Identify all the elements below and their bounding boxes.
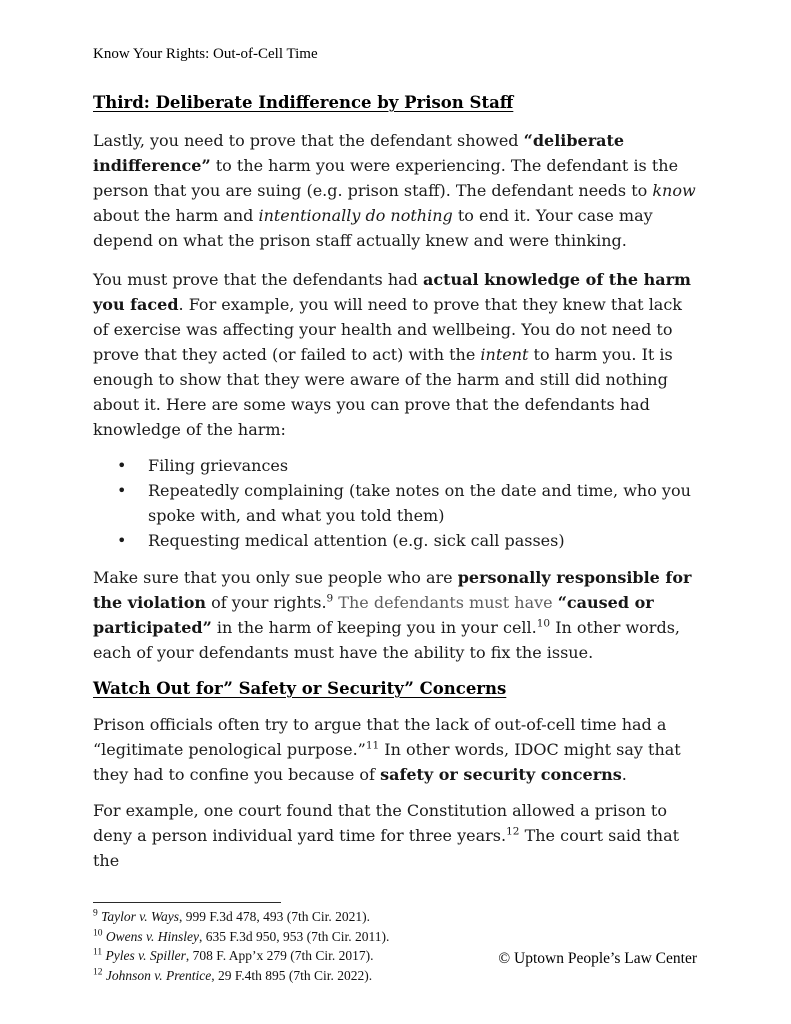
footnote-number: 9 — [93, 908, 98, 919]
text-run: In other words, IDOC might say that they had to confine you because of — [93, 740, 681, 784]
text-run-bold: “caused or participated” — [93, 593, 654, 637]
footnote-number: 10 — [93, 928, 103, 938]
text-run: Lastly, you need to prove that the defendant showed — [93, 131, 524, 150]
case-name: Johnson v. Prentice — [105, 967, 212, 983]
paragraph-personally-responsible — [93, 565, 697, 665]
footnotes-section — [93, 907, 697, 985]
list-item: • Repeatedly complaining (take notes on the date and time, who you spoke with, and what you told them) — [93, 478, 697, 528]
paragraph-actual-knowledge — [93, 267, 697, 442]
footnote-number: 12 — [93, 967, 103, 977]
text-run: In other words, each of your defendants must have the ability to fix the issue. — [93, 618, 680, 662]
text-run-bold: safety or security concerns — [380, 765, 622, 784]
text-run-italic: intent — [480, 345, 529, 364]
text-run-italic: know — [652, 181, 696, 200]
citation-text: , 635 F.3d 950, 953 (7th Cir. 2011). — [198, 928, 390, 944]
list-item: • Requesting medical attention (e.g. sick call passes) — [93, 528, 697, 553]
citation-text: , 999 F.3d 478, 493 (7th Cir. 2021). — [179, 909, 370, 924]
text-run: . For example, you will need to prove that they knew that lack of exercise was affecting your health and wellbeing. You do not need to prove that they acted (or failed to act) with the — [93, 295, 682, 364]
footnote-12 — [93, 966, 697, 986]
footnote-reference-9: 9 — [326, 592, 334, 605]
text-run: Make sure that you only sue people who are — [93, 568, 458, 587]
footnote-reference-10: 10 — [536, 617, 551, 630]
text-run: . — [621, 765, 627, 784]
list-item: • Filing grievances — [93, 453, 697, 478]
text-run: The court said that the — [93, 826, 680, 870]
footer-copyright: © Uptown People’s Law Center — [498, 950, 697, 967]
footnote-number: 11 — [93, 947, 103, 958]
text-run: You must prove that the defendants had — [93, 270, 423, 289]
text-run-bold: actual knowledge of the harm you faced — [93, 270, 691, 314]
text-run-bold: personally responsible for the violation — [93, 568, 692, 612]
text-run: to harm you. It is enough to show that they were aware of the harm and still did nothing about it. Here are some ways you can prove that the defendants had knowledge of the harm: — [93, 345, 673, 439]
footnote-separator — [93, 902, 281, 903]
case-name: Taylor v. Ways — [101, 909, 180, 924]
text-run: in the harm of keeping you in your cell. — [211, 618, 537, 637]
footnote-9 — [93, 907, 697, 927]
text-run-gray: The defendants must have — [333, 593, 558, 612]
text-run-bold: “deliberate indifference” — [93, 131, 625, 175]
heading-safety-security: Watch Out for” Safety or Security” Concerns — [93, 679, 507, 698]
footnote-reference-11: 11 — [365, 739, 380, 752]
heading-deliberate-indifference: Third: Deliberate Indifference by Prison Staff — [93, 93, 514, 112]
proof-methods-list — [93, 453, 697, 553]
case-name: Owens v. Hinsley — [105, 928, 199, 944]
text-run: to the harm you were experiencing. The defendant is the person that you are suing (e.g. prison staff). The defendant needs to — [93, 156, 679, 200]
paragraph-yard-time-example — [93, 798, 697, 873]
text-run: to end it. Your case may depend on what the prison staff actually knew and were thinking. — [93, 206, 653, 250]
paragraph-deliberate-indifference — [93, 128, 697, 253]
text-run: For example, one court found that the Constitution allowed a prison to deny a person individual yard time for three years. — [93, 801, 667, 845]
case-name: Pyles v. Spiller — [105, 948, 186, 963]
text-run: about the harm and — [93, 206, 259, 225]
citation-text: , 708 F. App’x 279 (7th Cir. 2017). — [185, 948, 374, 963]
footnote-10 — [93, 927, 697, 947]
footnote-reference-12: 12 — [506, 825, 520, 838]
page-header-title: Know Your Rights: Out-of-Cell Time — [93, 46, 318, 62]
text-run: of your rights. — [206, 593, 327, 612]
paragraph-penological-purpose — [93, 712, 697, 787]
citation-text: , 29 F.4th 895 (7th Cir. 2022). — [211, 967, 373, 983]
text-run: Prison officials often try to argue that the lack of out-of-cell time had a “legitimate penological purpose.” — [93, 715, 667, 759]
text-run-italic: intentionally do nothing — [258, 206, 453, 225]
